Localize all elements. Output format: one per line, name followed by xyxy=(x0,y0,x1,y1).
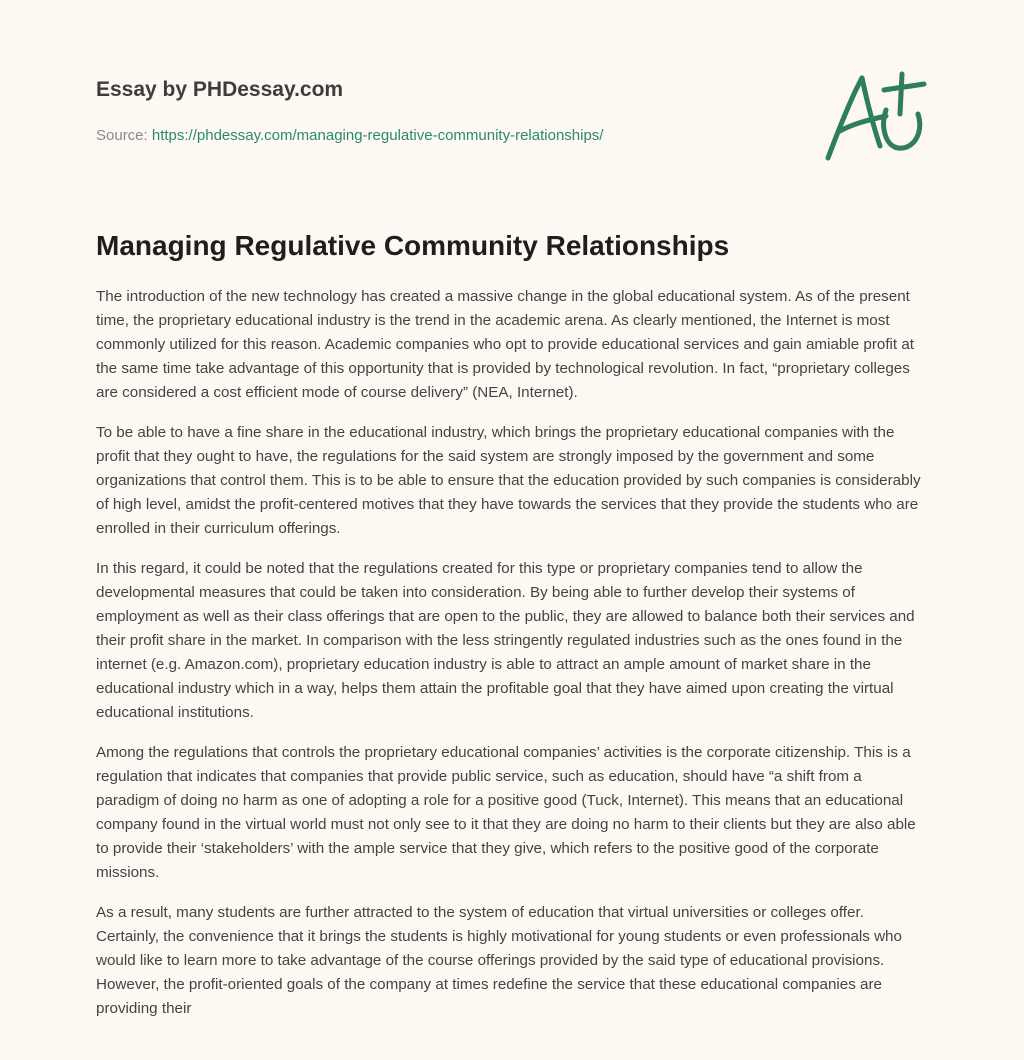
article-paragraph: In this regard, it could be noted that the regulations created for this type or proprietary companies tend to allow the developmental measures that could be taken into consideration. By being able to further develop their systems of employment as well as their class offerings that are open to the public, they are allowed to balance both their services and their profit share in the market. In comparison with the less stringently regulated industries such as the ones found in the internet (e.g. Amazon.com), proprietary education industry is able to attract an ample amount of market share in the educational industry which in a way, helps them attain the profitable goal that they have aimed upon creating the virtual educational institutions. xyxy=(96,560,915,721)
source-label: Source: xyxy=(96,127,148,144)
article-body xyxy=(96,285,926,1037)
article-paragraph: Among the regulations that controls the proprietary educational companies’ activities is the corporate citizenship. This is a regulation that indicates that companies that provide public service, such as education, should have “a shift from a paradigm of doing no harm as one of adopting a role for a positive good (Tuck, Internet). This means that an educational company found in the virtual world must not only see to it that they are doing no harm to their clients but they are also able to provide their ‘stakeholders’ with the ample service that they give, which refers to the positive good of the corporate missions. xyxy=(96,744,916,881)
article-paragraph: To be able to have a fine share in the educational industry, which brings the proprietary educational companies with the profit that they ought to have, the regulations for the said system are strongly imposed by the government and some organizations that control them. This is to be able to ensure that the education provided by such companies is considerably of high level, amidst the profit-centered motives that they have towards the services that they provide the students who are enrolled in their curriculum offerings. xyxy=(96,424,921,537)
source-link[interactable]: https://phdessay.com/managing-regulative-community-relationships/ xyxy=(151,127,604,144)
a-plus-grade-icon xyxy=(820,66,930,166)
page-header xyxy=(96,74,796,146)
source-line xyxy=(96,126,796,146)
article-paragraph: As a result, many students are further attracted to the system of education that virtual universities or colleges offer. Certainly, the convenience that it brings the students is highly motivational for young students or even professionals who would like to learn more to take advantage of the course offerings provided by the said type of educational provisions. However, the profit-oriented goals of the company at times redefine the service that these educational companies are providing their xyxy=(96,904,902,1017)
article-paragraph: The introduction of the new technology has created a massive change in the global educational system. As of the present time, the proprietary educational industry is the trend in the academic arena. As clearly mentioned, the Internet is most commonly utilized for this reason. Academic companies who opt to provide educational services and gain amiable profit at the same time take advantage of this opportunity that is provided by technological revolution. In fact, “proprietary colleges are considered a cost efficient mode of course delivery” (NEA, Internet). xyxy=(96,288,915,401)
article-title: Managing Regulative Community Relationships xyxy=(96,230,730,261)
site-brand: Essay by PHDessay.com xyxy=(96,78,344,101)
